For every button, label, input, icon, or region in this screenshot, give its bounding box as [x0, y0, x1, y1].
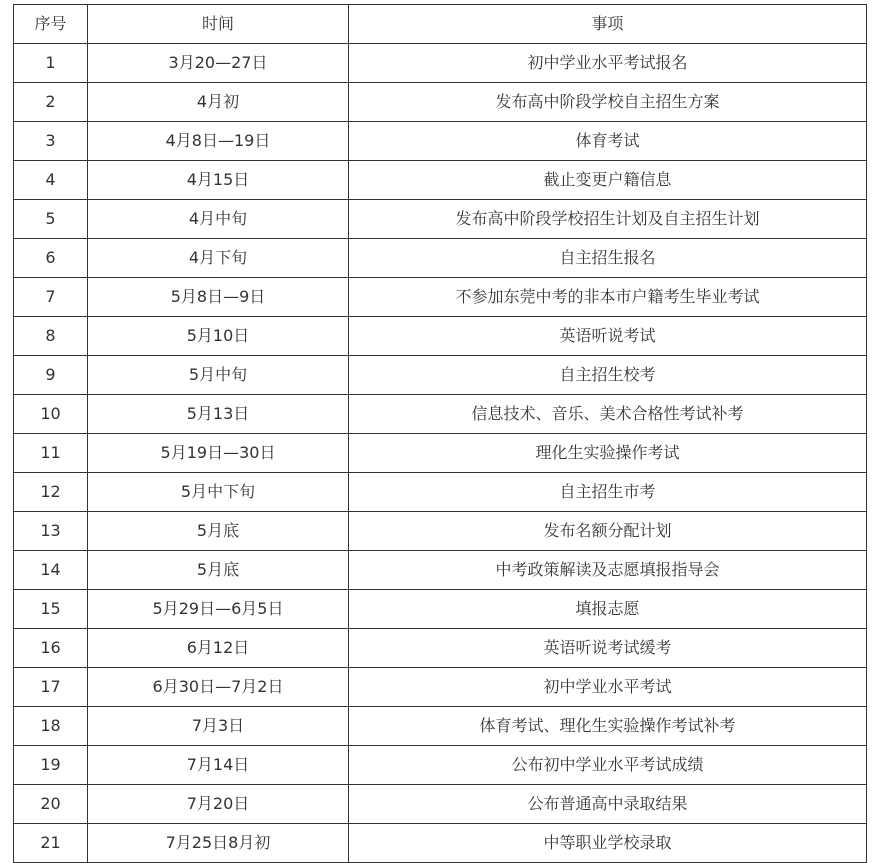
cell-item: 公布初中学业水平考试成绩 — [349, 746, 867, 785]
cell-no: 12 — [14, 473, 88, 512]
cell-no: 20 — [14, 785, 88, 824]
cell-no: 14 — [14, 551, 88, 590]
cell-no: 9 — [14, 356, 88, 395]
cell-no: 2 — [14, 83, 88, 122]
cell-no: 10 — [14, 395, 88, 434]
cell-time: 7月14日 — [88, 746, 349, 785]
table-row — [14, 590, 867, 629]
table-row — [14, 317, 867, 356]
exam-schedule-table — [13, 4, 867, 863]
cell-no: 21 — [14, 824, 88, 863]
cell-item: 英语听说考试缓考 — [349, 629, 867, 668]
cell-item: 初中学业水平考试 — [349, 668, 867, 707]
header-item: 事项 — [349, 5, 867, 44]
cell-no: 5 — [14, 200, 88, 239]
table-row — [14, 512, 867, 551]
cell-no: 6 — [14, 239, 88, 278]
cell-time: 7月3日 — [88, 707, 349, 746]
table-row — [14, 668, 867, 707]
table-row — [14, 122, 867, 161]
cell-time: 5月8日—9日 — [88, 278, 349, 317]
header-row — [14, 5, 867, 44]
cell-item: 英语听说考试 — [349, 317, 867, 356]
cell-no: 17 — [14, 668, 88, 707]
cell-no: 18 — [14, 707, 88, 746]
table-row — [14, 239, 867, 278]
table-body — [14, 44, 867, 863]
cell-time: 4月中旬 — [88, 200, 349, 239]
table-row — [14, 434, 867, 473]
cell-item: 初中学业水平考试报名 — [349, 44, 867, 83]
cell-time: 4月下旬 — [88, 239, 349, 278]
table-row — [14, 551, 867, 590]
cell-no: 11 — [14, 434, 88, 473]
cell-time: 5月13日 — [88, 395, 349, 434]
table-row — [14, 83, 867, 122]
cell-no: 3 — [14, 122, 88, 161]
cell-item: 体育考试 — [349, 122, 867, 161]
table-row — [14, 629, 867, 668]
cell-item: 发布高中阶段学校招生计划及自主招生计划 — [349, 200, 867, 239]
table-row — [14, 200, 867, 239]
table-row — [14, 44, 867, 83]
cell-item: 信息技术、音乐、美术合格性考试补考 — [349, 395, 867, 434]
cell-no: 4 — [14, 161, 88, 200]
cell-time: 4月15日 — [88, 161, 349, 200]
header-no: 序号 — [14, 5, 88, 44]
table-row — [14, 278, 867, 317]
cell-item: 自主招生校考 — [349, 356, 867, 395]
cell-time: 5月29日—6月5日 — [88, 590, 349, 629]
cell-time: 7月25日8月初 — [88, 824, 349, 863]
table-header — [14, 5, 867, 44]
cell-time: 6月30日—7月2日 — [88, 668, 349, 707]
table-row — [14, 785, 867, 824]
cell-time: 3月20—27日 — [88, 44, 349, 83]
cell-item: 发布高中阶段学校自主招生方案 — [349, 83, 867, 122]
cell-item: 填报志愿 — [349, 590, 867, 629]
cell-time: 5月10日 — [88, 317, 349, 356]
cell-no: 16 — [14, 629, 88, 668]
cell-time: 5月19日—30日 — [88, 434, 349, 473]
cell-item: 不参加东莞中考的非本市户籍考生毕业考试 — [349, 278, 867, 317]
table-row — [14, 161, 867, 200]
table-row — [14, 746, 867, 785]
cell-time: 5月底 — [88, 551, 349, 590]
cell-item: 自主招生市考 — [349, 473, 867, 512]
cell-no: 7 — [14, 278, 88, 317]
cell-item: 公布普通高中录取结果 — [349, 785, 867, 824]
cell-item: 体育考试、理化生实验操作考试补考 — [349, 707, 867, 746]
cell-item: 自主招生报名 — [349, 239, 867, 278]
cell-item: 理化生实验操作考试 — [349, 434, 867, 473]
cell-time: 5月底 — [88, 512, 349, 551]
cell-no: 1 — [14, 44, 88, 83]
cell-no: 19 — [14, 746, 88, 785]
table-row — [14, 395, 867, 434]
cell-item: 中等职业学校录取 — [349, 824, 867, 863]
cell-time: 4月初 — [88, 83, 349, 122]
cell-item: 截止变更户籍信息 — [349, 161, 867, 200]
table-row — [14, 707, 867, 746]
cell-item: 中考政策解读及志愿填报指导会 — [349, 551, 867, 590]
cell-no: 8 — [14, 317, 88, 356]
table-row — [14, 824, 867, 863]
cell-item: 发布名额分配计划 — [349, 512, 867, 551]
cell-no: 15 — [14, 590, 88, 629]
cell-time: 5月中下旬 — [88, 473, 349, 512]
cell-time: 4月8日—19日 — [88, 122, 349, 161]
table-row — [14, 356, 867, 395]
header-time: 时间 — [88, 5, 349, 44]
cell-time: 6月12日 — [88, 629, 349, 668]
cell-time: 7月20日 — [88, 785, 349, 824]
cell-time: 5月中旬 — [88, 356, 349, 395]
cell-no: 13 — [14, 512, 88, 551]
table-row — [14, 473, 867, 512]
